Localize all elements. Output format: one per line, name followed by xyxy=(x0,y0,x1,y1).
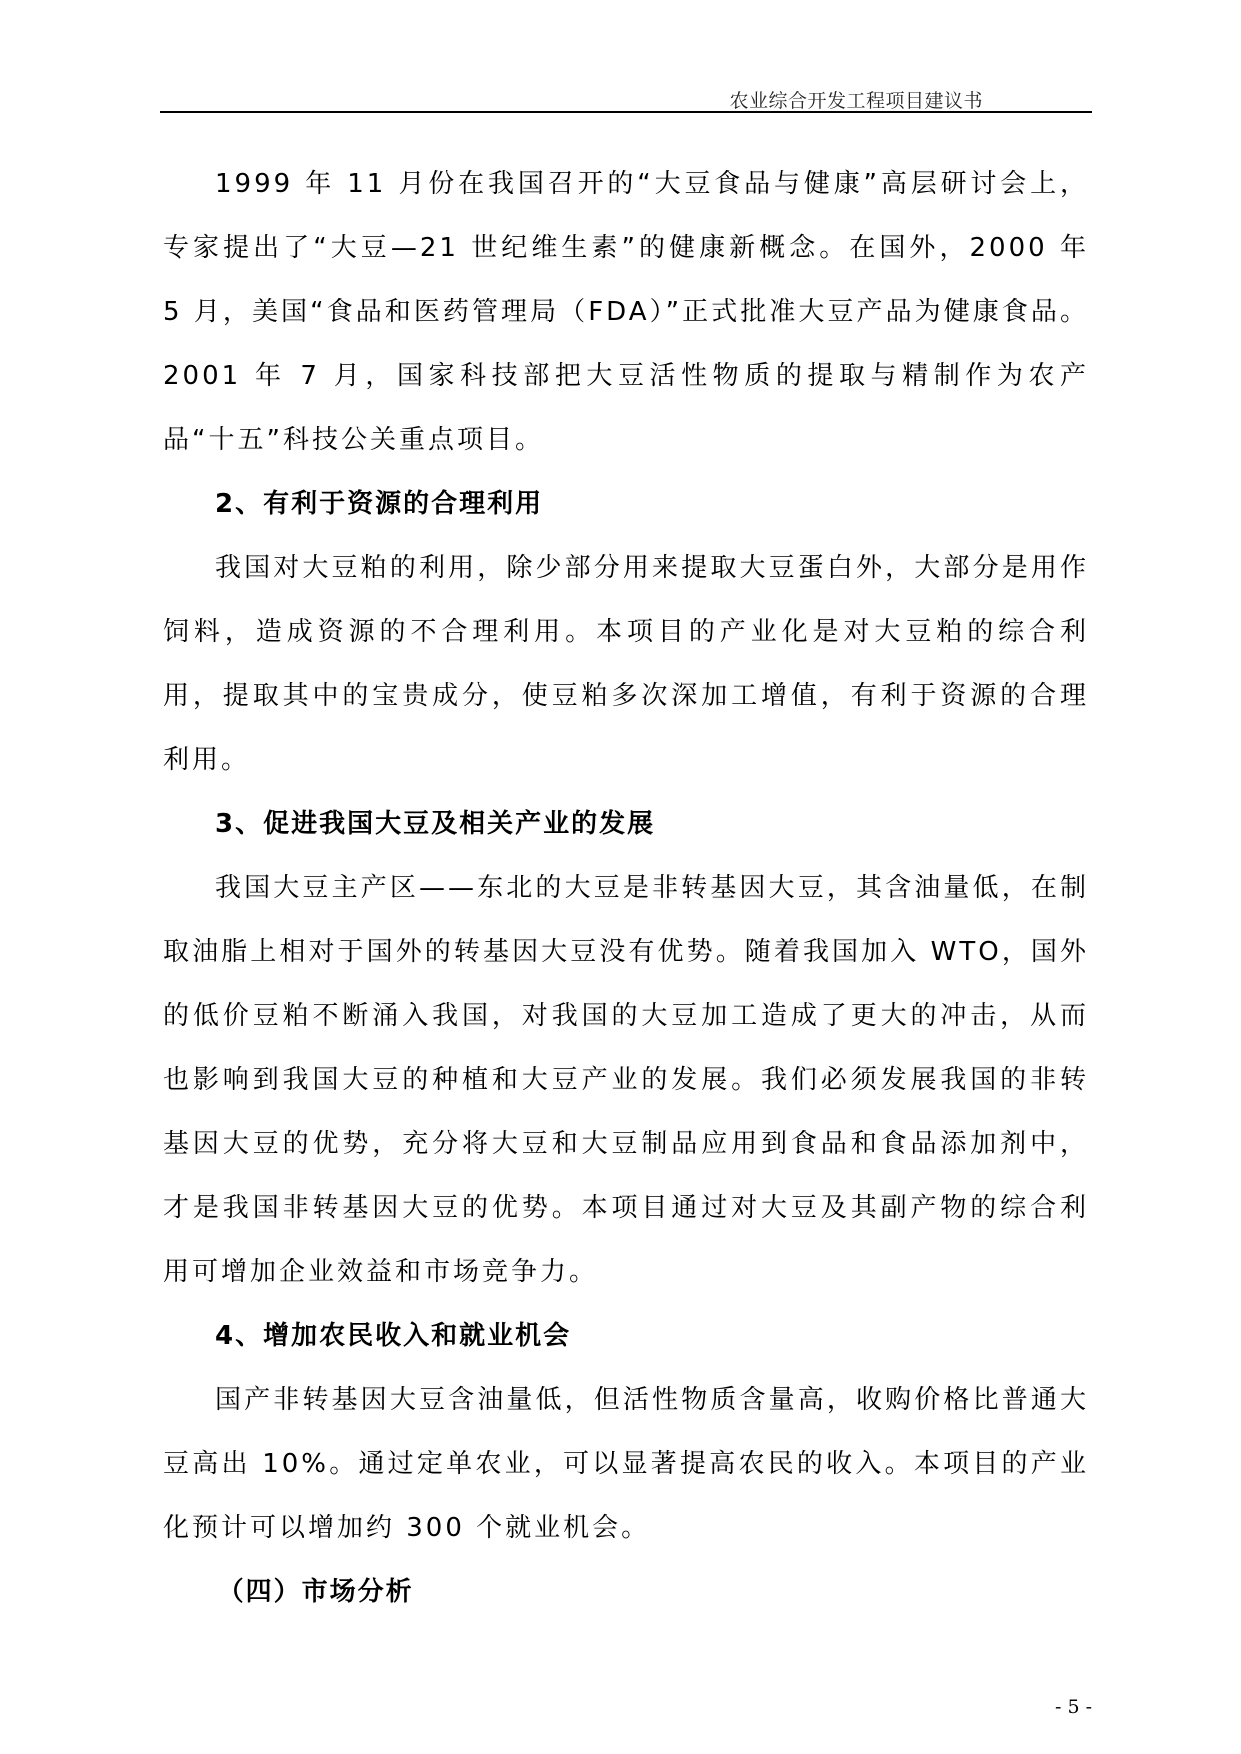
paragraph-farmer-income: 国产非转基因大豆含油量低，但活性物质含量高，收购价格比普通大豆高出 10%。通过定单农业，可以显著提高农民的收入。本项目的产业化预计可以增加约 300 个就业机会。 xyxy=(163,1385,1089,1543)
paragraph-industry-development: 我国大豆主产区——东北的大豆是非转基因大豆，其含油量低，在制取油脂上相对于国外的转基因大豆没有优势。随着我国加入 WTO，国外的低价豆粕不断涌入我国，对我国的大豆加工造成了更大的冲击，从而也影响到我国大豆的种植和大豆产业的发展。我们必须发展我国的非转基因大豆的优势，充分将大豆和大豆制品应用到食品和食品添加剂中，才是我国非转基因大豆的优势。本项目通过对大豆及其副产物的综合利用可增加企业效益和市场竞争力。 xyxy=(163,873,1089,1287)
paragraph-soy-health-background: 1999 年 11 月份在我国召开的“大豆食品与健康”高层研讨会上，专家提出了“大豆—21 世纪维生素”的健康新概念。在国外，2000 年 5 月，美国“食品和医药管理局（FDA）”正式批准大豆产品为健康食品。2001 年 7 月，国家科技部把大豆活性物质的提取与精制作为农产品“十五”科技公关重点项目。 xyxy=(163,169,1089,455)
paragraph-resource-utilization: 我国对大豆粕的利用，除少部分用来提取大豆蛋白外，大部分是用作饲料，造成资源的不合理利用。本项目的产业化是对大豆粕的综合利用，提取其中的宝贵成分，使豆粕多次深加工增值，有利于资源的合理利用。 xyxy=(163,553,1089,775)
header-divider xyxy=(160,111,1092,113)
heading-resource-utilization: 2、有利于资源的合理利用 xyxy=(215,489,544,519)
heading-market-analysis: （四）市场分析 xyxy=(217,1577,414,1607)
page-number: - 5 - xyxy=(1055,1696,1093,1718)
heading-farmer-income: 4、增加农民收入和就业机会 xyxy=(215,1321,572,1351)
running-header: 农业综合开发工程项目建议书 xyxy=(729,90,983,112)
heading-industry-development: 3、促进我国大豆及相关产业的发展 xyxy=(215,809,656,839)
document-body xyxy=(163,152,1089,1624)
